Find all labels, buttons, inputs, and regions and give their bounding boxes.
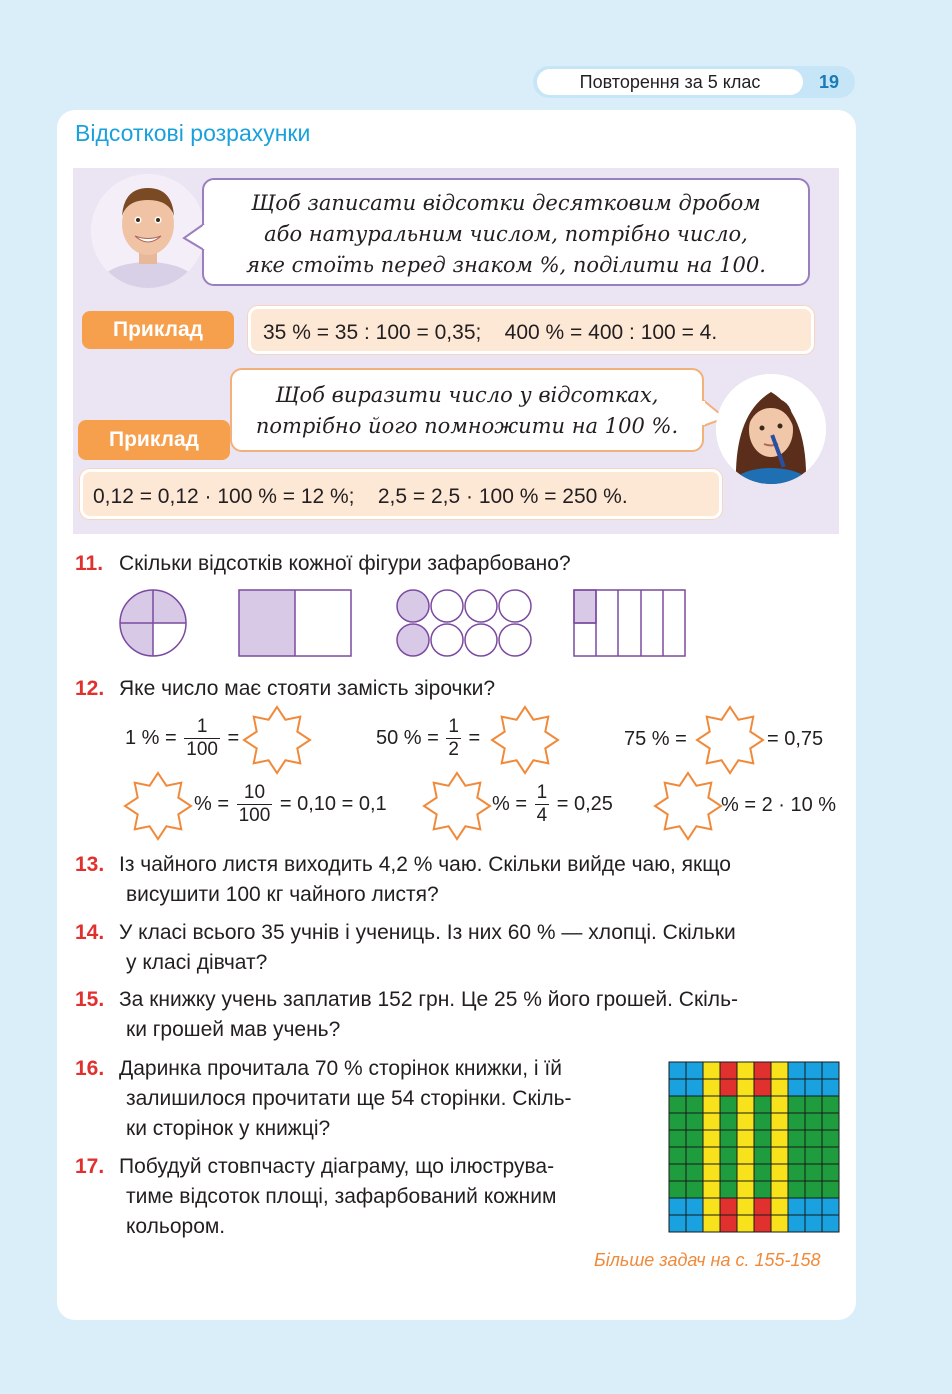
grid-cell — [737, 1062, 754, 1079]
grid-cell — [788, 1215, 805, 1232]
star-placeholder — [125, 773, 191, 839]
grid-cell — [754, 1062, 771, 1079]
grid-cell — [805, 1096, 822, 1113]
grid-cell — [720, 1130, 737, 1147]
grid-cell — [720, 1198, 737, 1215]
grid-cell — [771, 1164, 788, 1181]
chapter-title: Повторення за 5 клас — [537, 69, 803, 95]
page-number: 19 — [818, 72, 840, 92]
grid-cell — [669, 1181, 686, 1198]
grid-cell — [822, 1130, 839, 1147]
star-placeholder — [244, 707, 310, 773]
grid-cell — [771, 1130, 788, 1147]
equation-c-right: = 0,75 — [767, 728, 824, 750]
task-14-line1: У класі всього 35 учнів і учениць. Із них 60 % — хлопці. Скільки — [119, 921, 736, 944]
grid-cell — [703, 1113, 720, 1130]
task-13-line2: висушити 100 кг чайного листя? — [126, 883, 439, 906]
grid-cell — [686, 1079, 703, 1096]
grid-cell — [822, 1215, 839, 1232]
rule2-line1: Щоб виразити число у відсотках, — [275, 383, 659, 407]
grid-cell — [771, 1062, 788, 1079]
grid-cell — [720, 1079, 737, 1096]
grid-cell — [754, 1215, 771, 1232]
grid-cell — [669, 1130, 686, 1147]
equation-c-left: 75 % = — [624, 728, 687, 750]
task-16 — [75, 1054, 645, 1144]
task-11-text: Скільки відсотків кожної фігури зафарбовано? — [119, 552, 571, 575]
grid-cell — [805, 1164, 822, 1181]
task-14 — [75, 918, 845, 978]
example-tag-1: Приклад — [82, 311, 234, 349]
rule2-line2: потрібно його помножити на 100 %. — [255, 414, 679, 438]
grid-cell — [686, 1113, 703, 1130]
grid-cell — [703, 1062, 720, 1079]
grid-cell — [737, 1164, 754, 1181]
task-15 — [75, 985, 845, 1045]
grid-cell — [822, 1164, 839, 1181]
task-17 — [75, 1152, 645, 1242]
task-14-line2: у класі дівчат? — [126, 951, 268, 974]
task-13 — [75, 850, 845, 910]
grid-cell — [788, 1062, 805, 1079]
eq-b-num: 1 — [448, 716, 459, 737]
eq-b-left: 50 % = — [376, 726, 439, 749]
grid-cell — [788, 1181, 805, 1198]
eq-e-num: 1 — [536, 782, 548, 803]
task-15-line2: ки грошей мав учень? — [126, 1018, 341, 1041]
grid-cell — [754, 1079, 771, 1096]
grid-cell — [771, 1079, 788, 1096]
grid-cell — [805, 1130, 822, 1147]
task-11-number: 11. — [75, 552, 104, 575]
task-16-line2: залишилося прочитати ще 54 сторінки. Скіль- — [126, 1087, 572, 1110]
grid-cell — [669, 1215, 686, 1232]
grid-cell — [720, 1181, 737, 1198]
grid-cell — [822, 1181, 839, 1198]
grid-cell — [669, 1079, 686, 1096]
grid-cell — [771, 1215, 788, 1232]
eq-a-eq: = — [227, 726, 240, 749]
eq-b-den: 2 — [448, 739, 459, 760]
grid-cell — [754, 1147, 771, 1164]
more-tasks-link: Більше задач на с. 155-158 — [594, 1250, 821, 1270]
grid-cell — [737, 1130, 754, 1147]
rule1-line3: яке стоїть перед знаком %, поділити на 100. — [246, 253, 766, 277]
grid-cell — [703, 1215, 720, 1232]
grid-cell — [703, 1130, 720, 1147]
grid-cell — [737, 1096, 754, 1113]
grid-cell — [686, 1198, 703, 1215]
grid-cell — [720, 1164, 737, 1181]
rule1-line1: Щоб записати відсотки десятковим дробом — [251, 191, 761, 215]
grid-cell — [754, 1181, 771, 1198]
grid-cell — [737, 1147, 754, 1164]
eq-a-left: 1 % = — [125, 726, 177, 749]
grid-cell — [805, 1198, 822, 1215]
grid-cell — [771, 1198, 788, 1215]
grid-cell — [771, 1113, 788, 1130]
grid-cell — [686, 1147, 703, 1164]
task-12-number: 12. — [75, 677, 105, 700]
eq-e-right: = 0,25 — [556, 792, 613, 815]
grid-cell — [686, 1164, 703, 1181]
grid-cell — [669, 1164, 686, 1181]
eq-a-num: 1 — [184, 716, 220, 739]
task-17-line2: тиме відсоток площі, зафарбований кожним — [126, 1185, 557, 1208]
grid-cell — [737, 1113, 754, 1130]
grid-cell — [771, 1096, 788, 1113]
grid-cell — [720, 1147, 737, 1164]
grid-cell — [754, 1113, 771, 1130]
task-14-number: 14. — [75, 921, 105, 944]
grid-cell — [737, 1198, 754, 1215]
grid-cell — [686, 1130, 703, 1147]
grid-cell — [720, 1096, 737, 1113]
grid-cell — [805, 1147, 822, 1164]
eq-e-den: 4 — [536, 805, 548, 826]
star-placeholder — [655, 773, 721, 839]
example-box-1: 35 % = 35 : 100 = 0,35; 400 % = 400 : 100 = 4. — [248, 306, 814, 354]
example-tag-2: Приклад — [78, 420, 230, 460]
grid-cell — [788, 1164, 805, 1181]
task-13-number: 13. — [75, 853, 105, 876]
grid-cell — [788, 1113, 805, 1130]
eq-d-right: = 0,10 = 0,1 — [279, 792, 387, 815]
task-17-line1: Побудуй стовпчасту діаграму, що ілюструва- — [119, 1155, 555, 1178]
grid-cell — [805, 1113, 822, 1130]
task-17-number: 17. — [75, 1155, 105, 1178]
grid-cell — [686, 1062, 703, 1079]
task-15-line1: За книжку учень заплатив 152 грн. Це 25 % його грошей. Скіль- — [119, 988, 738, 1011]
grid-cell — [686, 1215, 703, 1232]
equation-f-right: % = 2 · 10 % — [721, 794, 837, 816]
eq-e-pct: % = — [492, 792, 528, 815]
grid-cell — [669, 1147, 686, 1164]
grid-cell — [703, 1181, 720, 1198]
grid-cell — [720, 1215, 737, 1232]
grid-cell — [754, 1198, 771, 1215]
grid-cell — [822, 1198, 839, 1215]
task-13-line1: Із чайного листя виходить 4,2 % чаю. Скільки вийде чаю, якщо — [119, 853, 731, 876]
grid-cell — [669, 1062, 686, 1079]
grid-cell — [737, 1215, 754, 1232]
grid-cell — [788, 1079, 805, 1096]
grid-cell — [720, 1113, 737, 1130]
grid-cell — [669, 1096, 686, 1113]
section-title: Відсоткові розрахунки — [75, 120, 311, 146]
grid-cell — [754, 1164, 771, 1181]
grid-cell — [754, 1130, 771, 1147]
grid-cell — [703, 1198, 720, 1215]
star-placeholder — [697, 707, 763, 773]
grid-cell — [720, 1062, 737, 1079]
task-16-line3: ки сторінок у книжці? — [126, 1117, 331, 1140]
grid-cell — [822, 1113, 839, 1130]
eq-d-num: 10 — [237, 782, 273, 805]
grid-cell — [788, 1130, 805, 1147]
grid-cell — [686, 1181, 703, 1198]
eq-a-den: 100 — [186, 739, 218, 760]
grid-cell — [822, 1062, 839, 1079]
grid-cell — [737, 1181, 754, 1198]
task-12-text: Яке число має стояти замість зірочки? — [119, 677, 496, 700]
grid-cell — [703, 1079, 720, 1096]
grid-cell — [703, 1096, 720, 1113]
grid-cell — [686, 1096, 703, 1113]
grid-cell — [788, 1198, 805, 1215]
grid-cell — [771, 1147, 788, 1164]
grid-cell — [788, 1096, 805, 1113]
star-placeholder — [424, 773, 490, 839]
eq-d-den: 100 — [238, 805, 271, 826]
task-16-number: 16. — [75, 1057, 105, 1080]
task-16-line1: Даринка прочитала 70 % сторінок книжки, і їй — [119, 1057, 562, 1080]
grid-cell — [788, 1147, 805, 1164]
grid-cell — [703, 1164, 720, 1181]
grid-cell — [805, 1181, 822, 1198]
example-box-2: 0,12 = 0,12 · 100 % = 12 %; 2,5 = 2,5 · 100 % = 250 %. — [80, 469, 722, 519]
color-grid — [668, 1061, 840, 1233]
grid-cell — [805, 1062, 822, 1079]
grid-cell — [822, 1147, 839, 1164]
eq-b-eq: = — [468, 726, 481, 749]
rule1-line2: або натуральним числом, потрібно число, — [264, 222, 748, 246]
grid-cell — [771, 1181, 788, 1198]
grid-cell — [703, 1147, 720, 1164]
star-placeholder — [492, 707, 558, 773]
grid-cell — [737, 1079, 754, 1096]
grid-cell — [805, 1215, 822, 1232]
grid-cell — [669, 1198, 686, 1215]
task-17-line3: кольором. — [126, 1215, 226, 1238]
grid-cell — [822, 1079, 839, 1096]
eq-d-pct: % = — [194, 792, 230, 815]
task-15-number: 15. — [75, 988, 105, 1011]
grid-cell — [805, 1079, 822, 1096]
grid-cell — [822, 1096, 839, 1113]
grid-cell — [754, 1096, 771, 1113]
grid-cell — [669, 1113, 686, 1130]
